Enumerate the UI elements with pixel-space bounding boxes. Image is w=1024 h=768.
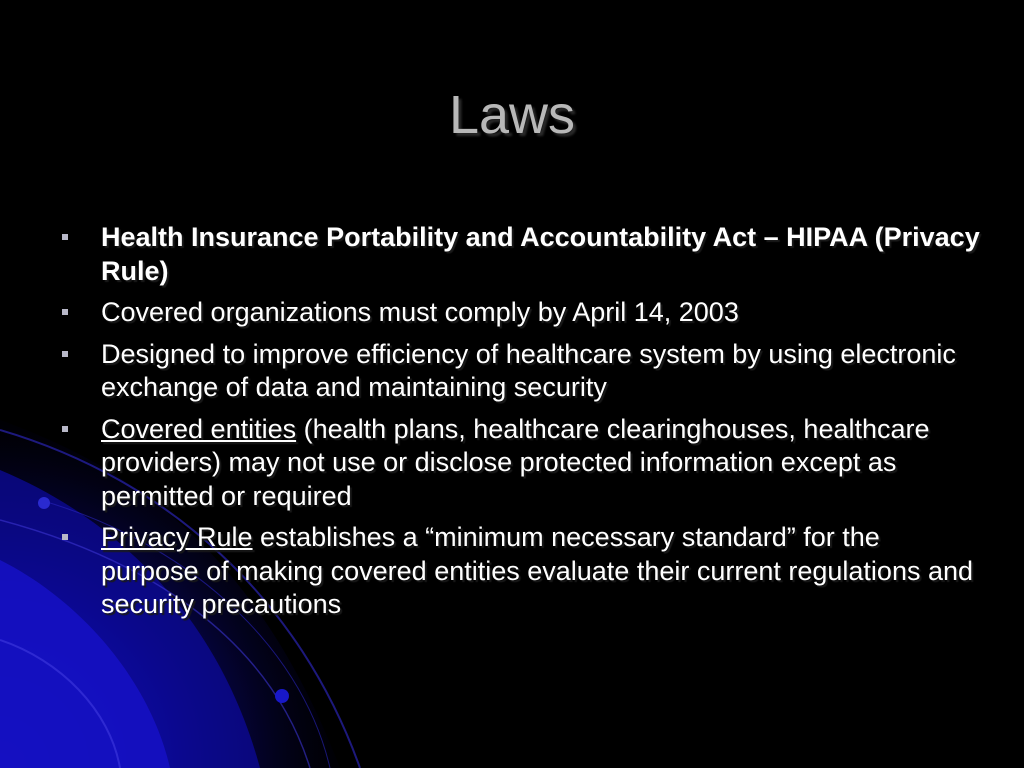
bullet-text: Health Insurance Portability and Accountability Act – HIPAA (Privacy Rule)	[101, 222, 980, 286]
bullet-item	[62, 338, 982, 405]
covered-entities-term: Covered entities	[101, 413, 297, 444]
slide-title: Laws	[448, 85, 576, 145]
privacy-rule-term: Privacy Rule	[101, 522, 253, 552]
bullet-text: Covered organizations must comply by April 14, 2003	[101, 297, 739, 327]
bullet-item	[62, 221, 982, 288]
bullet-text: Designed to improve efficiency of healthcare system by using electronic exchange of data and maintaining security	[101, 338, 956, 402]
bullet-text: establishes a “minimum necessary standard” for the purpose of making covered entities evaluate their current regulations and security precautions	[101, 522, 974, 619]
bullet-list	[62, 221, 982, 630]
decor-dot-icon	[38, 497, 50, 509]
bullet-square-icon	[62, 351, 68, 357]
bullet-square-icon	[62, 309, 68, 315]
bullet-square-icon	[62, 234, 68, 240]
decor-dot-icon	[275, 689, 289, 703]
bullet-square-icon	[62, 534, 68, 540]
bullet-item	[62, 413, 982, 514]
bullet-square-icon	[62, 426, 68, 432]
bullet-item	[62, 521, 982, 622]
bullet-text: (health plans, healthcare clearinghouses, healthcare providers) may not use or disclose protected information except as permitted or required	[101, 413, 930, 511]
bullet-item	[62, 296, 982, 330]
